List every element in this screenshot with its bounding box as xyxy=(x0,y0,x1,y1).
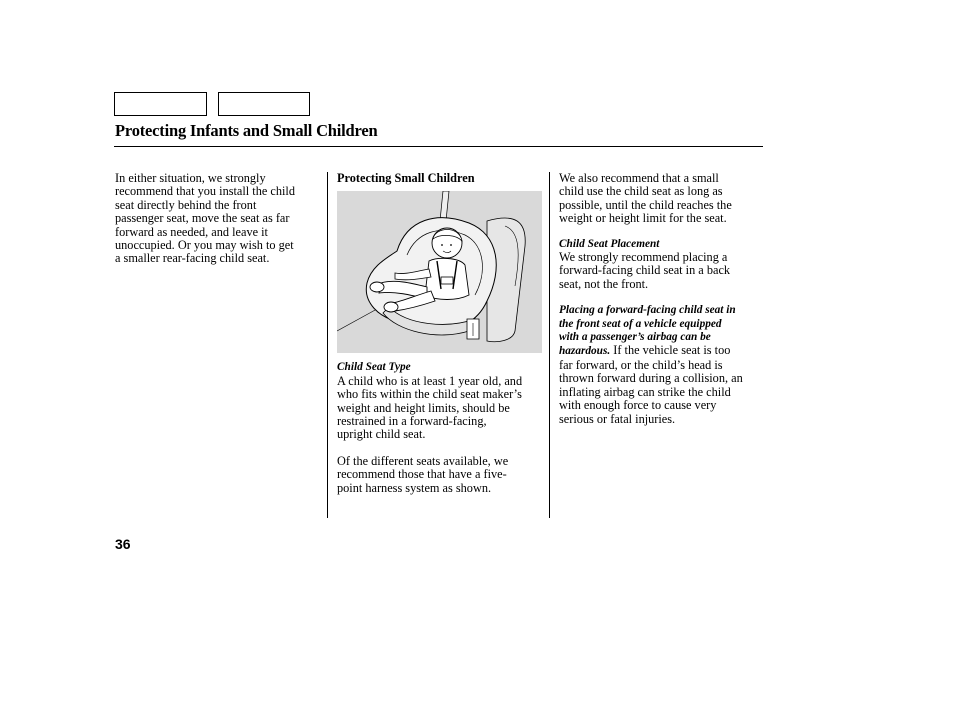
column-divider-1 xyxy=(327,172,328,518)
page-number: 36 xyxy=(115,536,131,552)
text-line: We strongly recommend placing a xyxy=(559,250,728,265)
text-line: A child who is at least 1 year old, and xyxy=(337,373,523,388)
warning-continuation: If the vehicle seat is too xyxy=(610,343,731,358)
text-line: Of the different seats available, we xyxy=(337,453,509,468)
warning-line: with a passenger’s airbag can be xyxy=(559,331,711,344)
child-seat-placement-heading: Child Seat Placement xyxy=(559,237,660,250)
placement-paragraph xyxy=(559,251,764,291)
text-line: inflating airbag can strike the child xyxy=(559,384,731,399)
text-line: seat directly behind the front xyxy=(115,197,257,212)
text-line: upright child seat. xyxy=(337,427,426,442)
column-1 xyxy=(115,172,320,266)
warning-line xyxy=(559,344,764,358)
text-line: serious or fatal injuries. xyxy=(559,411,676,426)
text-line: who fits within the child seat maker’s xyxy=(337,387,522,402)
warning-line: Placing a forward-facing child seat in xyxy=(559,304,736,317)
text-line: forward-facing child seat in a back xyxy=(559,263,731,278)
nav-tab-box-2[interactable] xyxy=(218,92,310,116)
text-line: unoccupied. Or you may wish to get xyxy=(115,238,294,253)
text-line: weight or height limit for the seat. xyxy=(559,211,727,226)
child-seat-illustration xyxy=(337,191,542,353)
section-heading: Protecting Small Children xyxy=(337,171,475,185)
intro-paragraph xyxy=(115,172,320,266)
column-3 xyxy=(559,172,764,426)
text-line: seat, not the front. xyxy=(559,276,649,291)
warning-emphasis: hazardous. xyxy=(559,345,611,358)
text-line: recommend that you install the child xyxy=(115,184,295,199)
harness-paragraph xyxy=(337,455,543,495)
recommendation-paragraph xyxy=(559,172,764,226)
text-line: weight and height limits, should be xyxy=(337,400,510,415)
text-line: restrained in a forward-facing, xyxy=(337,414,487,429)
text-line: forward as needed, and leave it xyxy=(115,224,268,239)
child-seat-type-caption: Child Seat Type xyxy=(337,361,411,374)
page-title: Protecting Infants and Small Children xyxy=(115,121,378,140)
nav-tab-box-1[interactable] xyxy=(114,92,207,116)
column-2 xyxy=(337,172,543,495)
airbag-warning xyxy=(559,304,764,426)
text-line: In either situation, we strongly xyxy=(115,171,266,185)
text-line: point harness system as shown. xyxy=(337,480,492,495)
text-line: recommend those that have a five- xyxy=(337,467,507,482)
text-line: child use the child seat as long as xyxy=(559,184,723,199)
text-line: thrown forward during a collision, an xyxy=(559,371,743,386)
column-divider-2 xyxy=(549,172,550,518)
title-rule xyxy=(114,146,763,147)
text-line: possible, until the child reaches the xyxy=(559,197,732,212)
text-line: far forward, or the child’s head is xyxy=(559,357,723,372)
child-seat-type-paragraph xyxy=(337,375,543,442)
text-line: a smaller rear-facing child seat. xyxy=(115,251,270,266)
text-line: with enough force to cause very xyxy=(559,398,717,413)
text-line: We also recommend that a small xyxy=(559,171,719,185)
warning-line: the front seat of a vehicle equipped xyxy=(559,317,722,330)
text-line: passenger seat, move the seat as far xyxy=(115,211,290,226)
